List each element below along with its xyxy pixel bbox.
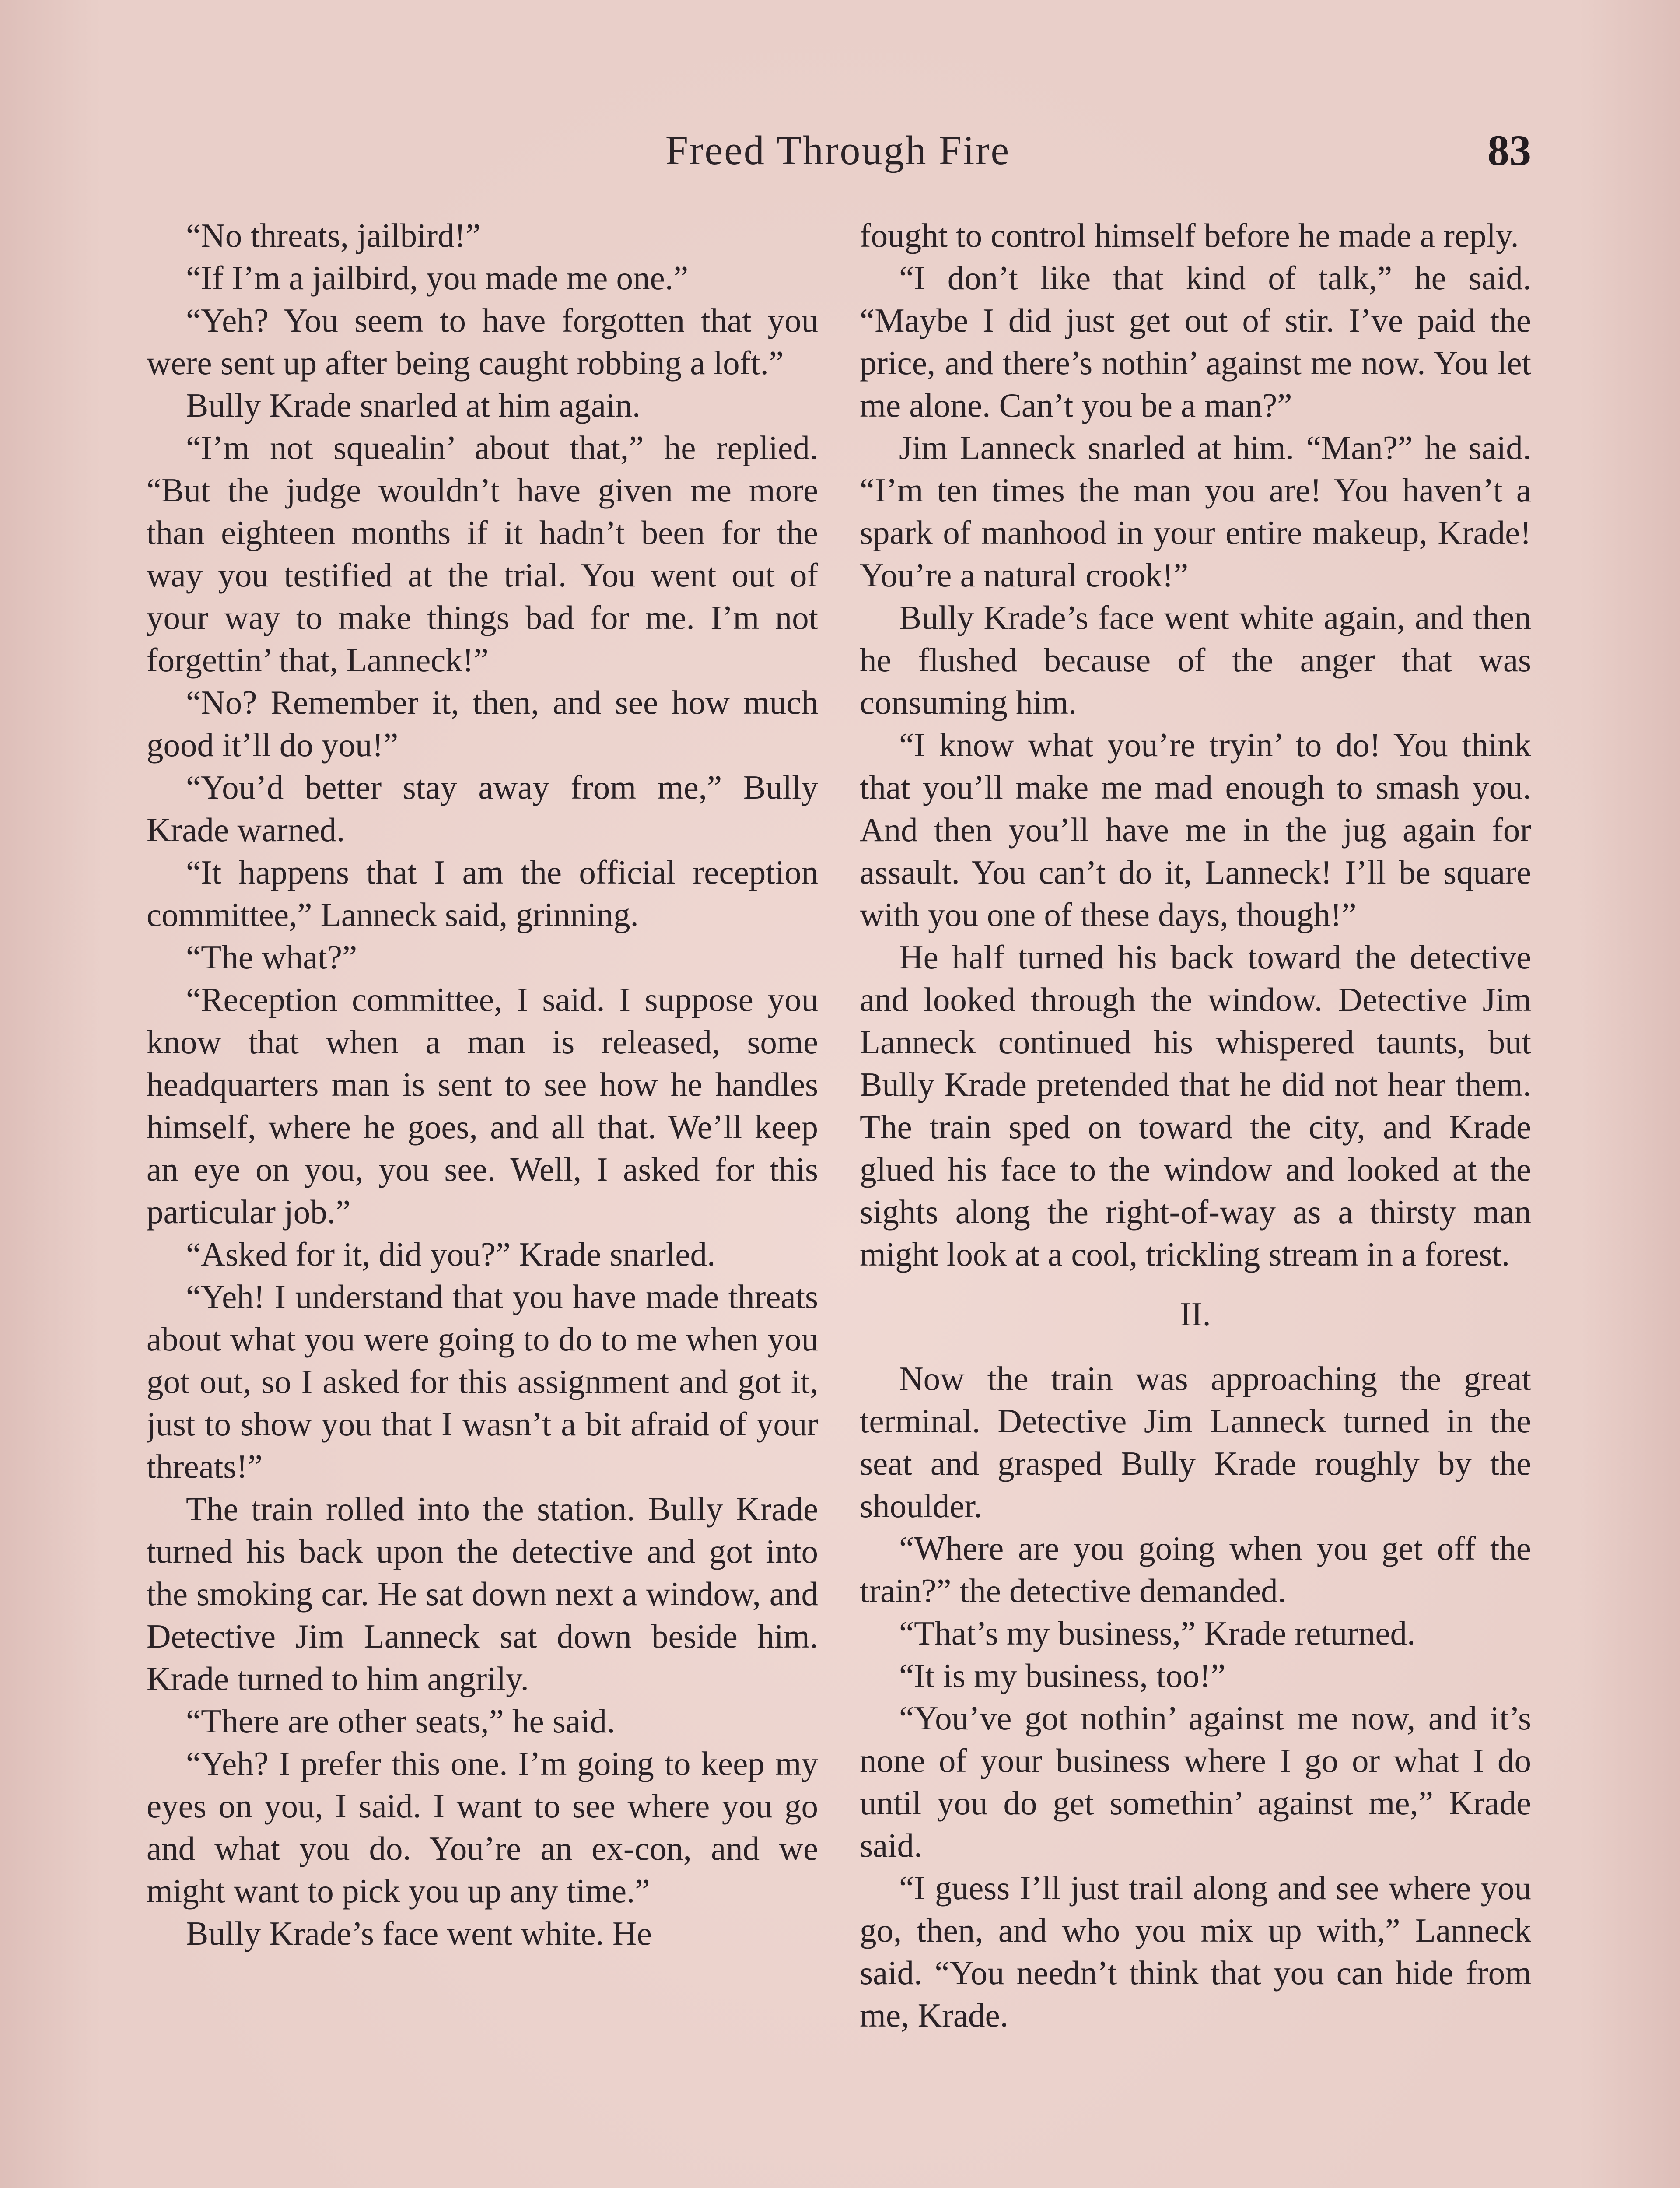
paragraph: “It is my business, too!” (899, 1657, 1226, 1694)
paragraph-continued: fought to control himself before he made a reply. (860, 217, 1519, 254)
paragraph: Bully Krade’s face went white again, and then he flushed because of the anger that was consuming him. (860, 599, 1531, 721)
paragraph: Now the train was approaching the great terminal. Detective Jim Lanneck turned in the seat and grasped Bully Krade roughly by the shoulder. (860, 1360, 1531, 1525)
running-title: Freed Through Fire (665, 128, 1011, 173)
paragraph: “It happens that I am the official reception committee,” Lanneck said, grinning. (147, 853, 818, 933)
paragraph: “I know what you’re tryin’ to do! You think that you’ll make me mad enough to smash you. And then you’ll have me in the jug again for assault. You can’t do it, Lanneck! I’ll be square with you one of these days, though!” (860, 726, 1531, 933)
paragraph: “I don’t like that kind of talk,” he said. “Maybe I did just get out of stir. I’ve paid the price, and there’s nothin’ against me now. You let me alone. Can’t you be a man?” (860, 259, 1531, 424)
paragraph: “Where are you going when you get off the train?” the detective demanded. (860, 1529, 1531, 1609)
paragraph: “Yeh? I prefer this one. I’m going to keep my eyes on you, I said. I want to see where you go and what you do. You’re an ex-con, and we might want to pick you up any time.” (147, 1745, 818, 1910)
paragraph: “I guess I’ll just trail along and see where you go, then, and who you mix up with,” Lanneck said. “You needn’t think that you can hide from me, Krade. (860, 1869, 1531, 2034)
paragraph: “Asked for it, did you?” Krade snarled. (186, 1235, 716, 1273)
paragraph: “I’m not squealin’ about that,” he replied. “But the judge wouldn’t have given me more than eighteen months if it hadn’t been for the way you testified at the trial. You went out of your way to make things bad for me. I’m not forgettin’ that, Lanneck!” (147, 429, 818, 679)
left-column (147, 214, 818, 2188)
paragraph: “There are other seats,” he said. (186, 1702, 616, 1740)
paragraph: Jim Lanneck snarled at him. “Man?” he said. “I’m ten times the man you are! You haven’t a spark of manhood in your entire makeup, Krade! You’re a natural crook!” (860, 429, 1531, 594)
paragraph: Bully Krade’s face went white. He (186, 1914, 652, 1952)
paragraph: Bully Krade snarled at him again. (186, 386, 641, 424)
section-heading: II. (1180, 1295, 1211, 1333)
paragraph: He half turned his back toward the detective and looked through the window. Detective Jim Lanneck continued his whispered taunts, but Bully Krade pretended that he did not hear them. The train sped on toward the city, and Krade glued his face to the window and looked at the sights along the right-of-way as a thirsty man might look at a cool, trickling stream in a forest. (860, 938, 1531, 1273)
page-header (144, 127, 1531, 193)
paragraph: “If I’m a jailbird, you made me one.” (186, 259, 689, 297)
page-number: 83 (1488, 126, 1531, 175)
paragraph: “That’s my business,” Krade returned. (899, 1614, 1416, 1652)
paragraph: The train rolled into the station. Bully Krade turned his back upon the detective and got into the smoking car. He sat down next a window, and Detective Jim Lanneck sat down beside him. Krade turned to him angrily. (147, 1490, 818, 1697)
paragraph: “Reception committee, I said. I suppose you know that when a man is released, some headquarters man is sent to see how he handles himself, where he goes, and all that. We’ll keep an eye on you, you see. Well, I asked for this particular job.” (147, 981, 818, 1231)
paragraph: “No threats, jailbird!” (186, 217, 481, 254)
paragraph: “You’ve got nothin’ against me now, and it’s none of your business where I go or what I do until you do get somethin’ against me,” Krade said. (860, 1699, 1531, 1864)
paragraph: “You’d better stay away from me,” Bully Krade warned. (147, 768, 818, 849)
paragraph: “The what?” (186, 938, 357, 976)
right-column (860, 214, 1531, 2188)
paragraph: “Yeh? You seem to have forgotten that you were sent up after being caught robbing a loft.” (147, 302, 818, 382)
paragraph: “Yeh! I understand that you have made threats about what you were going to do to me when you got out, so I asked for this assignment and got it, just to show you that I wasn’t a bit afraid of your threats!” (147, 1278, 818, 1485)
paragraph: “No? Remember it, then, and see how much good it’ll do you!” (147, 684, 818, 764)
